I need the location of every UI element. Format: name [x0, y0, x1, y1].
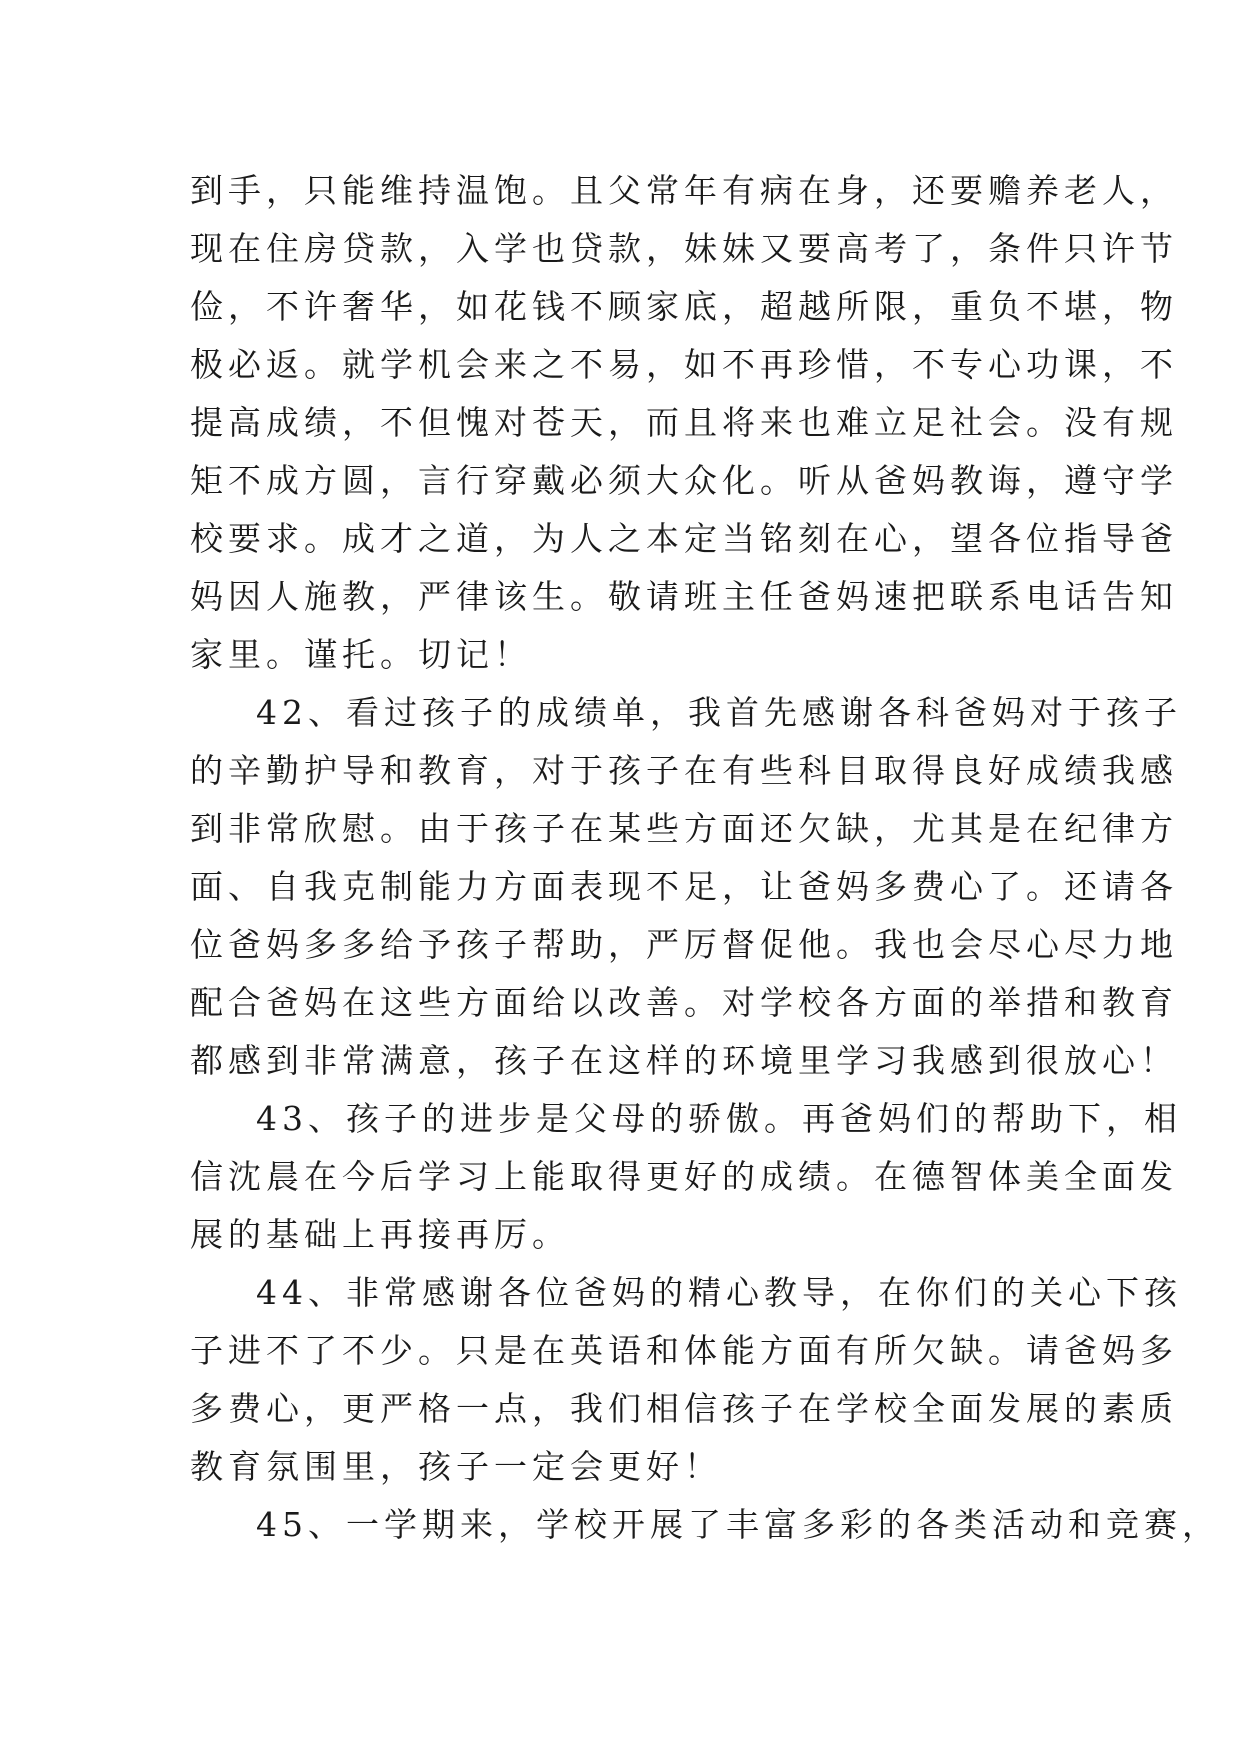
- text-line: 家里。谨托。切记！: [190, 635, 532, 674]
- text-line: 配合爸妈在这些方面给以改善。对学校各方面的举措和教育: [190, 983, 1178, 1022]
- text-line: 展的基础上再接再厉。: [190, 1215, 570, 1254]
- document-body: [190, 162, 1220, 1554]
- paragraph-start-line: 44、非常感谢各位爸妈的精心教导，在你们的关心下孩: [256, 1273, 1182, 1312]
- text-line: 面、自我克制能力方面表现不足，让爸妈多费心了。还请各: [190, 867, 1178, 906]
- text-line: 到非常欣慰。由于孩子在某些方面还欠缺，尤其是在纪律方: [190, 809, 1178, 848]
- text-line: 现在住房贷款，入学也贷款，妹妹又要高考了，条件只许节: [190, 229, 1178, 268]
- text-line: 都感到非常满意，孩子在这样的环境里学习我感到很放心！: [190, 1041, 1178, 1080]
- paragraph-start-line: 43、孩子的进步是父母的骄傲。再爸妈们的帮助下，相: [256, 1099, 1182, 1138]
- text-line: 妈因人施教，严律该生。敬请班主任爸妈速把联系电话告知: [190, 577, 1178, 616]
- text-line: 教育氛围里，孩子一定会更好！: [190, 1447, 722, 1486]
- text-line: 提高成绩，不但愧对苍天，而且将来也难立足社会。没有规: [190, 403, 1178, 442]
- text-line: 的辛勤护导和教育，对于孩子在有些科目取得良好成绩我感: [190, 751, 1178, 790]
- text-line: 矩不成方圆，言行穿戴必须大众化。听从爸妈教诲，遵守学: [190, 461, 1178, 500]
- text-line: 俭，不许奢华，如花钱不顾家底，超越所限，重负不堪，物: [190, 287, 1178, 326]
- text-line: 位爸妈多多给予孩子帮助，严厉督促他。我也会尽心尽力地: [190, 925, 1178, 964]
- text-line: 到手，只能维持温饱。且父常年有病在身，还要赡养老人，: [190, 171, 1178, 210]
- text-line: 子进不了不少。只是在英语和体能方面有所欠缺。请爸妈多: [190, 1331, 1178, 1370]
- paragraph-start-line: 42、看过孩子的成绩单，我首先感谢各科爸妈对于孩子: [256, 693, 1182, 732]
- paragraph-start-line: 45、一学期来，学校开展了丰富多彩的各类活动和竞赛，: [256, 1505, 1220, 1544]
- text-line: 极必返。就学机会来之不易，如不再珍惜，不专心功课，不: [190, 345, 1178, 384]
- text-line: 多费心，更严格一点，我们相信孩子在学校全面发展的素质: [190, 1389, 1178, 1428]
- text-line: 信沈晨在今后学习上能取得更好的成绩。在德智体美全面发: [190, 1157, 1178, 1196]
- text-line: 校要求。成才之道，为人之本定当铭刻在心，望各位指导爸: [190, 519, 1178, 558]
